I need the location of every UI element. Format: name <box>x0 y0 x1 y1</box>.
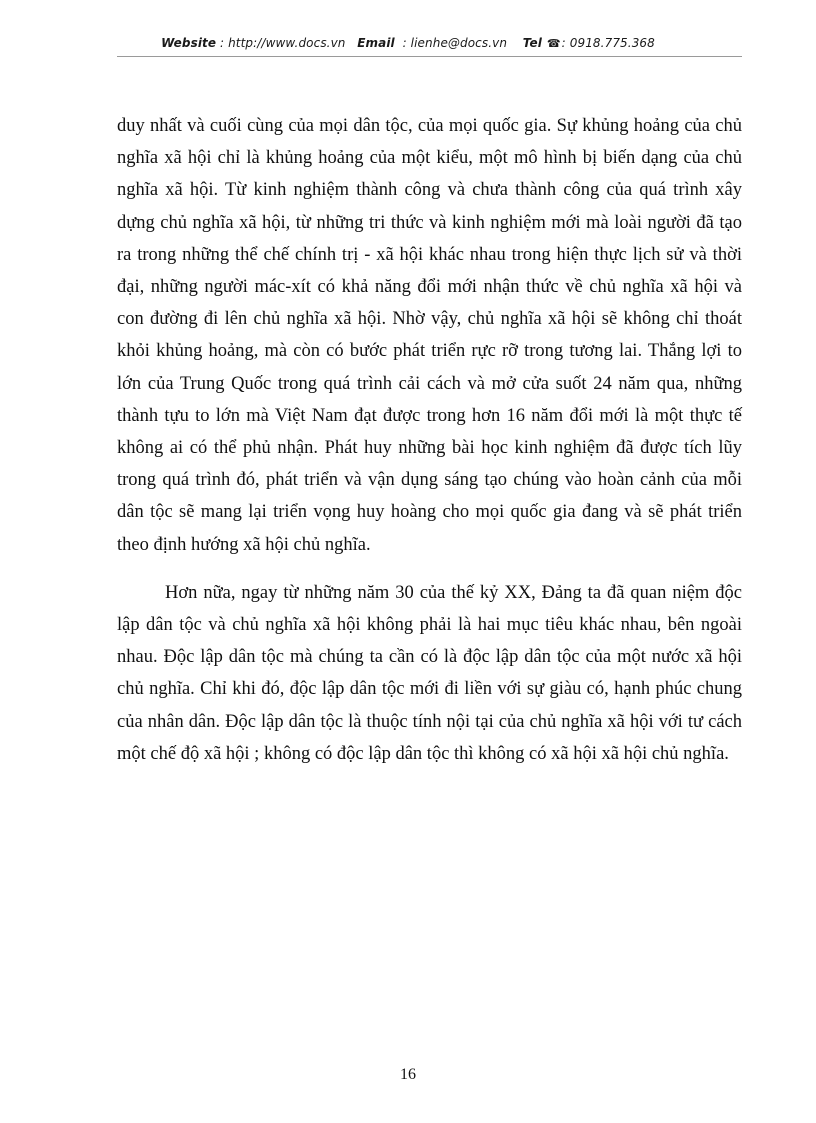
tel-label: Tel <box>522 36 542 50</box>
page-header <box>0 36 816 50</box>
body-paragraph-1: duy nhất và cuối cùng của mọi dân tộc, của mọi quốc gia. Sự khủng hoảng của chủ nghĩa xã hội chỉ là khủng hoảng của một kiểu, một mô hình bị biến dạng của chủ nghĩa xã hội. Từ kinh nghiệm thành công và chưa thành công của quá trình xây dựng chủ nghĩa xã hội, từ những tri thức và kinh nghiệm mới mà loài người đã tạo ra trong những thể chế chính trị - xã hội khác nhau trong hiện thực lịch sử và thời đại, những người mác-xít có khả năng đổi mới nhận thức về chủ nghĩa xã hội và con đường đi lên chủ nghĩa xã hội. Nhờ vậy, chủ nghĩa xã hội sẽ không chỉ thoát khỏi khủng hoảng, mà còn có bước phát triển rực rỡ trong tương lai. Thắng lợi to lớn của Trung Quốc trong quá trình cải cách và mở cửa suốt 24 năm qua, những thành tựu to lớn mà Việt Nam đạt được trong hơn 16 năm đổi mới là một thực tế không ai có thể phủ nhận. Phát huy những bài học kinh nghiệm đã được tích lũy trong quá trình đó, phát triển và vận dụng sáng tạo chúng vào hoàn cảnh của mỗi dân tộc sẽ mang lại triển vọng huy hoàng cho mọi quốc gia đang và sẽ phát triển theo định hướng xã hội chủ nghĩa. <box>117 116 742 555</box>
website-label: Website <box>161 36 217 50</box>
website-url: : http://www.docs.vn <box>220 36 346 50</box>
tel-number: : 0918.775.368 <box>561 36 655 50</box>
page-number: 16 <box>400 1066 416 1083</box>
email-label: Email <box>357 36 395 50</box>
document-body <box>117 110 742 770</box>
header-divider <box>117 56 742 57</box>
phone-icon: ☎ <box>546 37 561 50</box>
email-address: : lienhe@docs.vn <box>402 36 508 50</box>
body-paragraph-2: Hơn nữa, ngay từ những năm 30 của thế kỷ XX, Đảng ta đã quan niệm độc lập dân tộc và chủ nghĩa xã hội không phải là hai mục tiêu khác nhau, bên ngoài nhau. Độc lập dân tộc mà chúng ta cần có là độc lập dân tộc của một nước xã hội chủ nghĩa. Chỉ khi đó, độc lập dân tộc mới đi liền với sự giàu có, hạnh phúc chung của nhân dân. Độc lập dân tộc là thuộc tính nội tại của chủ nghĩa xã hội với tư cách một chế độ xã hội ; không có độc lập dân tộc thì không có xã hội xã hội chủ nghĩa. <box>117 582 742 764</box>
